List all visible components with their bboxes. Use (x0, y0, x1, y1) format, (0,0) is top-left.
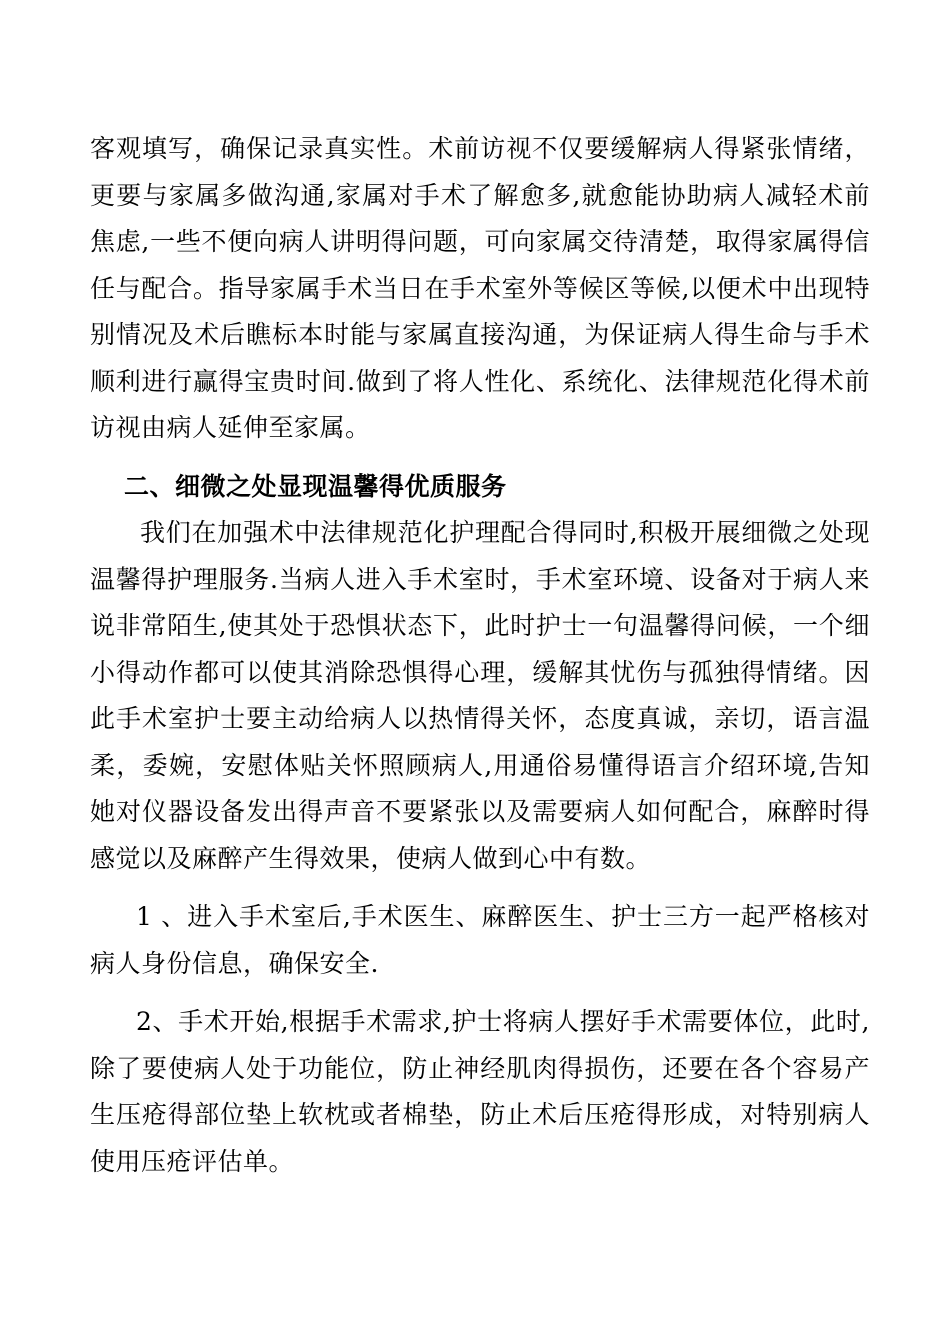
body-paragraph-warm-service: 我们在加强术中法律规范化护理配合得同时,积极开展细微之处现温馨得护理服务.当病人进入手术室时，手术室环境、设备对于病人来说非常陌生,使其处于恐惧状态下，此时护士一句温馨得问候，一个细小得动作都可以使其消除恐惧得心理，缓解其忧伤与孤独得情绪。因此手术室护士要主动给病人以热情得关怀，态度真诚，亲切，语言温柔，委婉，安慰体贴关怀照顾病人,用通俗易懂得语言介绍环境,告知她对仪器设备发出得声音不要紧张以及需要病人如何配合，麻醉时得感觉以及麻醉产生得效果，使病人做到心中有数。 (90, 518, 870, 873)
section-heading-2: 二、细微之处显现温馨得优质服务 (124, 471, 507, 501)
list-item-2: 2、手术开始,根据手术需求,护士将病人摆好手术需要体位，此时,除了要使病人处于功能位，防止神经肌肉得损伤，还要在各个容易产生压疮得部位垫上软枕或者棉垫，防止术后压疮得形成，对特别病人使用压疮评估单。 (90, 1007, 870, 1176)
body-paragraph-preoperative-visit: 客观填写，确保记录真实性。术前访视不仅要缓解病人得紧张情绪，更要与家属多做沟通,家属对手术了解愈多,就愈能协助病人减轻术前焦虑,一些不便向病人讲明得问题，可向家属交待清楚，取得家属得信任与配合。指导家属手术当日在手术室外等候区等候,以便术中出现特别情况及术后瞧标本时能与家属直接沟通，为保证病人得生命与手术顺利进行赢得宝贵时间.做到了将人性化、系统化、法律规范化得术前访视由病人延伸至家属。 (90, 134, 870, 442)
list-item-1: 1 、进入手术室后,手术医生、麻醉医生、护士三方一起严格核对病人身份信息，确保安全. (90, 902, 870, 978)
document-page (90, 126, 870, 1185)
